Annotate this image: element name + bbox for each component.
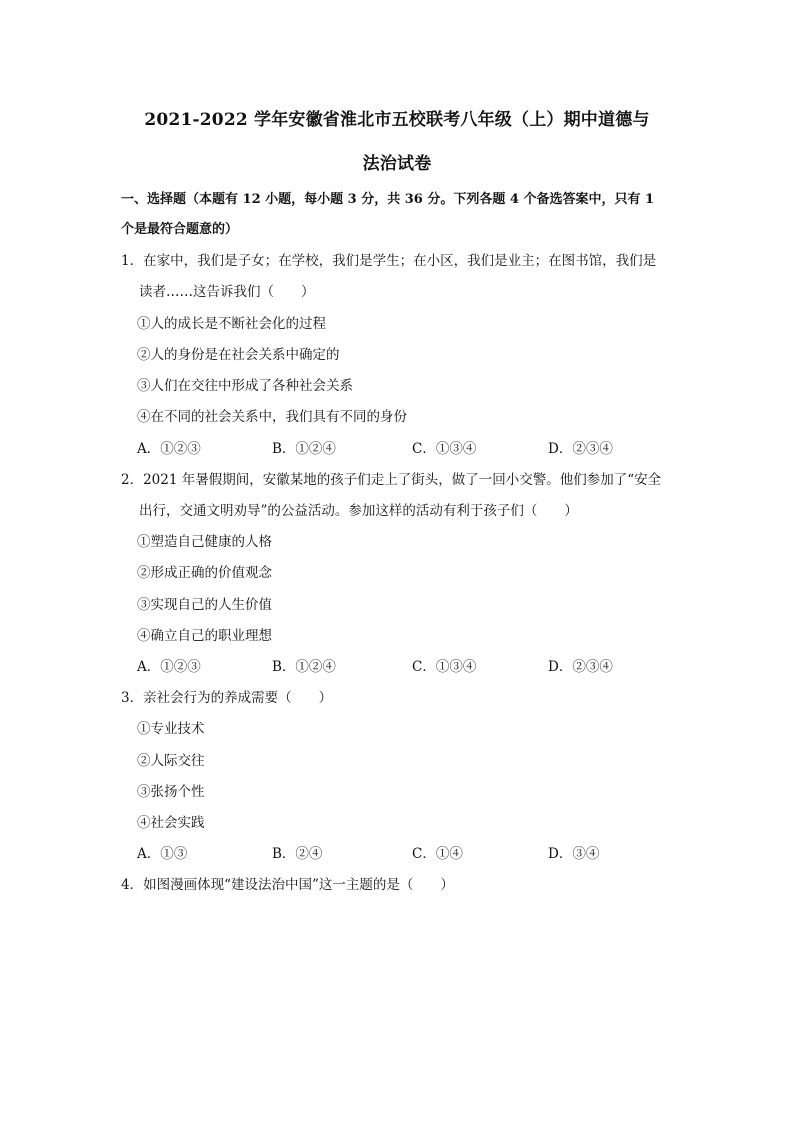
question-1-statement-1: ①人的成长是不断社会化的过程 <box>137 316 326 332</box>
exam-title-line-1: 2021-2022 学年安徽省淮北市五校联考八年级（上）期中道德与 <box>144 110 650 130</box>
question-3-statement-1: ①专业技术 <box>137 721 205 737</box>
question-2-option-d: D．②③④ <box>548 659 613 675</box>
question-1-stem-continued: 读者……这告诉我们（ ） <box>139 284 315 300</box>
question-1-statement-4: ④在不同的社会关系中，我们具有不同的身份 <box>137 409 407 425</box>
section-heading-line-1: 一、选择题（本题有 12 小题，每小题 3 分，共 36 分。下列各题 4 个备选答案中，只有 1 <box>121 192 655 207</box>
question-2-statement-4: ④确立自己的职业理想 <box>137 628 272 644</box>
question-2-stem-continued: 出行，交通文明劝导”的公益活动。参加这样的活动有利于孩子们（ ） <box>139 503 578 519</box>
question-3-option-b: B．②④ <box>272 846 323 862</box>
question-2-option-b: B．①②④ <box>272 659 336 675</box>
question-1-statement-3: ③人们在交往中形成了各种社会关系 <box>137 378 353 394</box>
question-1-option-a: A．①②③ <box>137 441 201 457</box>
question-1-option-c: C．①③④ <box>412 441 477 457</box>
section-heading-line-2: 个是最符合题意的） <box>121 222 239 237</box>
question-2-option-c: C．①③④ <box>412 659 477 675</box>
question-1-option-b: B．①②④ <box>272 441 336 457</box>
question-3-stem: 3．亲社会行为的养成需要（ ） <box>121 690 333 706</box>
question-3-option-c: C．①④ <box>412 846 463 862</box>
question-1-stem: 1．在家中，我们是子女；在学校，我们是学生；在小区，我们是业主；在图书馆，我们是 <box>121 253 657 269</box>
question-2-option-a: A．①②③ <box>137 659 201 675</box>
question-3-statement-2: ②人际交往 <box>137 753 205 769</box>
question-2-statement-3: ③实现自己的人生价值 <box>137 597 272 613</box>
question-1-option-d: D．②③④ <box>548 441 613 457</box>
question-2-statement-1: ①塑造自己健康的人格 <box>137 534 272 550</box>
question-3-option-d: D．③④ <box>548 846 600 862</box>
question-3-statement-4: ④社会实践 <box>137 815 205 831</box>
question-4-stem: 4．如图漫画体现“建设法治中国”这一主题的是（ ） <box>121 877 454 893</box>
question-2-statement-2: ②形成正确的价值观念 <box>137 565 272 581</box>
exam-title-line-2: 法治试卷 <box>362 154 432 174</box>
question-2-stem: 2．2021 年暑假期间，安徽某地的孩子们走上了街头，做了一回小交警。他们参加了“安全 <box>121 472 662 488</box>
question-1-statement-2: ②人的身份是在社会关系中确定的 <box>137 347 340 363</box>
question-3-statement-3: ③张扬个性 <box>137 784 205 800</box>
question-3-option-a: A．①③ <box>137 846 188 862</box>
